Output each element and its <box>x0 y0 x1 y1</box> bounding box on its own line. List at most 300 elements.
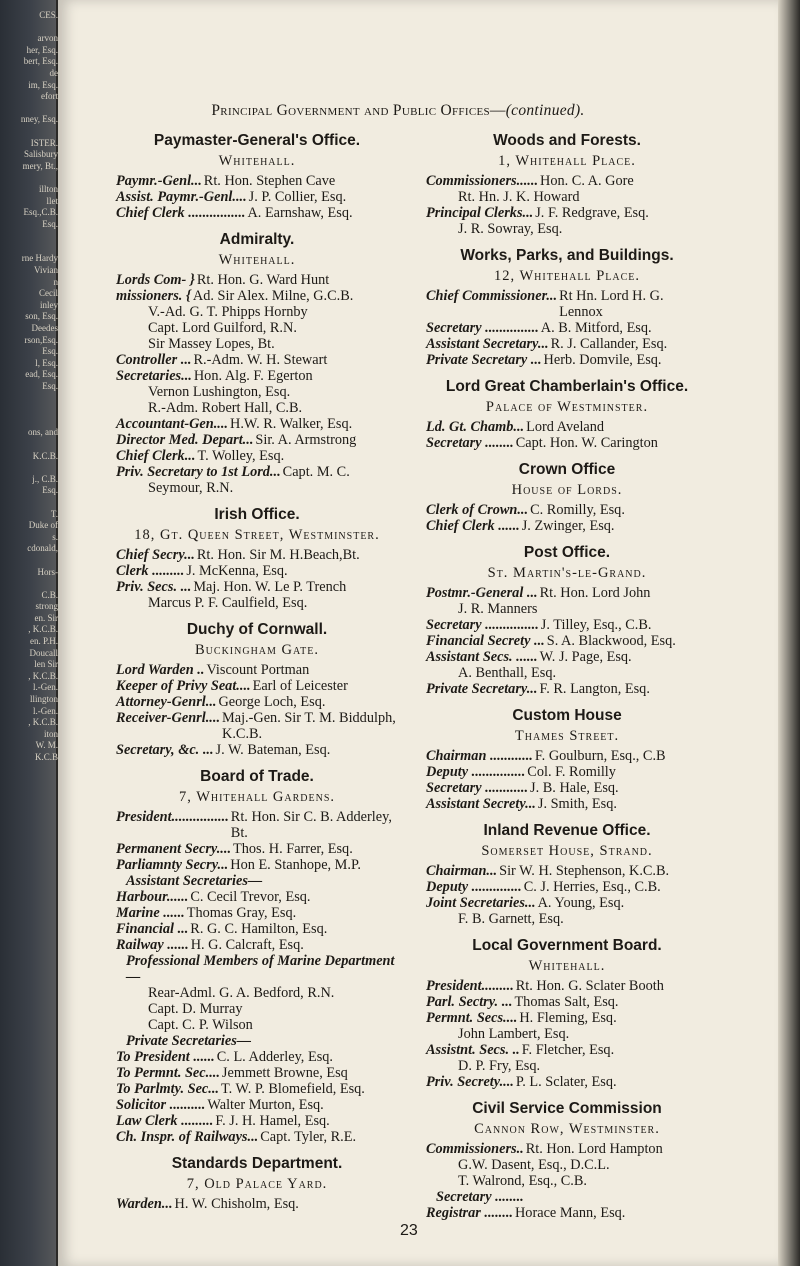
entry-holder: J. McKenna, Esq. <box>186 563 288 579</box>
entry-role: Commissioners.. <box>426 1141 524 1157</box>
section-address: 18, Gt. Queen Street, Westminster. <box>134 527 380 543</box>
entry-holder: Capt. Tyler, R.E. <box>260 1129 357 1145</box>
entry-holder: J. Zwinger, Esq. <box>521 518 615 534</box>
entry-row <box>426 879 708 895</box>
entry-holder: R. G. C. Hamilton, Esq. <box>190 921 328 937</box>
entry-row <box>426 419 708 435</box>
spine-fragment: Cecil <box>39 288 58 299</box>
spine-fragment: , K.C.B. <box>28 670 58 681</box>
spine-fragment: l, Esq. <box>35 357 58 368</box>
left-column <box>116 130 398 1222</box>
entry-holder: F. R. Langton, Esq. <box>539 681 650 697</box>
entry-holder: C. Romilly, Esq. <box>530 502 625 518</box>
entry-role: Accountant-Gen.... <box>116 416 229 432</box>
entry-role: Assistant Secretary... <box>426 336 549 352</box>
entry-holder: R. J. Callander, Esq. <box>550 336 668 352</box>
entry-role: Priv. Secs. ... <box>116 579 192 595</box>
entry-role: Parliamnty Secry... <box>116 857 229 873</box>
spine-fragment: K.C.B. <box>32 450 58 461</box>
section-address: Whitehall. <box>528 958 606 974</box>
entry-holder: Sir W. H. Stephenson, K.C.B. <box>499 863 670 879</box>
entry-role: President......... <box>426 978 514 994</box>
entry-row <box>116 563 398 579</box>
entry-row <box>426 617 708 633</box>
entry-row <box>426 748 708 764</box>
entry-role: Receiver-Genrl.... <box>116 710 221 726</box>
spine-fragment: Deedes <box>31 323 58 334</box>
spine-fragment: bert, Esq. <box>23 56 58 67</box>
page-number: 23 <box>400 1222 418 1239</box>
spine-fragment: l.-Gen. <box>33 682 58 693</box>
entry-row <box>426 518 708 534</box>
entry-holder: Maj.-Gen. Sir T. M. Biddulph, K.C.B. <box>222 710 396 742</box>
spine-fragment: C.B. <box>41 589 58 600</box>
section-address: 12, Whitehall Place. <box>493 268 641 284</box>
entry-note: Professional Members of Marine Department— <box>126 953 395 985</box>
entry-row <box>426 1141 708 1157</box>
section-title: Paymaster-General's Office. <box>153 132 361 149</box>
spine-fragment: Salisbury <box>23 149 58 160</box>
entry-continuation: Vernon Lushington, Esq. <box>148 384 291 400</box>
entry-continuation: V.-Ad. G. T. Phipps Hornby <box>148 304 308 320</box>
office-section <box>426 822 708 927</box>
entry-holder: Capt. Hon. W. Carington <box>515 435 658 451</box>
entry-holder: Capt. M. C. <box>282 464 350 480</box>
entry-holder: Thomas Gray, Esq. <box>186 905 297 921</box>
entry-row <box>116 841 398 857</box>
spine-fragment <box>0 497 58 509</box>
entry-holder: Hon. C. A. Gore <box>540 173 634 189</box>
entry-role: Commissioners...... <box>426 173 539 189</box>
spine-fragment: illton <box>38 183 58 194</box>
entry-row <box>116 889 398 905</box>
entry-holder: Col. F. Romilly <box>527 764 616 780</box>
entry-holder: Hon E. Stanhope, M.P. <box>230 857 361 873</box>
entry-holder: H.W. R. Walker, Esq. <box>230 416 353 432</box>
entry-row <box>116 352 398 368</box>
section-address: 7, Old Palace Yard. <box>186 1176 328 1192</box>
entry-role: Private Secretary... <box>426 681 538 697</box>
entry-holder: C. L. Adderley, Esq. <box>216 1049 333 1065</box>
entry-row <box>426 585 708 601</box>
right-column <box>426 130 708 1231</box>
entry-row <box>426 681 708 697</box>
entry-row <box>426 1205 708 1221</box>
entry-role: Joint Secretaries... <box>426 895 536 911</box>
spine-fragment: efort <box>41 91 58 102</box>
office-section <box>426 461 708 534</box>
entry-holder: T. W. P. Blomefield, Esq. <box>220 1081 365 1097</box>
section-title: Local Government Board. <box>472 937 662 954</box>
entry-row <box>116 368 398 384</box>
entry-role: Secretary, &c. ... <box>116 742 214 758</box>
section-title: Inland Revenue Office. <box>483 822 651 839</box>
spine-fragment: len Sir <box>34 659 58 670</box>
entry-row <box>426 352 708 368</box>
spine-fragment: Esq. <box>42 485 58 496</box>
entry-continuation: Capt. Lord Guilford, R.N. <box>148 320 297 336</box>
entry-continuation: R.-Adm. Robert Hall, C.B. <box>148 400 303 416</box>
spine-fragment: her, Esq. <box>26 44 58 55</box>
entry-holder: Sir. A. Armstrong <box>255 432 357 448</box>
office-section <box>116 231 398 496</box>
spine-fragment: j., C.B. <box>32 473 58 484</box>
entry-continuation: A. Benthall, Esq. <box>458 665 557 681</box>
spine-fragment: Duke of <box>28 520 58 531</box>
entry-continuation: Seymour, R.N. <box>148 480 234 496</box>
spine-fragment: llington <box>29 694 58 705</box>
office-section <box>116 768 398 1145</box>
entry-row <box>116 464 398 480</box>
entry-role: Permnt. Secs.... <box>426 1010 518 1026</box>
entry-holder: Viscount Portman <box>206 662 310 678</box>
entry-holder: A. Earnshaw, Esq. <box>247 205 353 221</box>
entry-role: Chief Clerk ...... <box>426 518 520 534</box>
entry-holder: C. J. Herries, Esq., C.B. <box>523 879 661 895</box>
entry-continuation: J. R. Manners <box>458 601 538 617</box>
entry-holder: Rt. Hon. G. Ward Hunt <box>196 272 330 288</box>
spine-fragment: son, Esq. <box>25 311 58 322</box>
entry-role: Secretary ............... <box>426 617 539 633</box>
entry-role: Chief Secry... <box>116 547 195 563</box>
spine-fragment: n <box>53 276 58 287</box>
spine-fragment <box>0 555 58 567</box>
entry-row <box>426 978 708 994</box>
entry-holder: J. B. Hale, Esq. <box>530 780 619 796</box>
spine-fragment: Esq. <box>42 381 58 391</box>
entry-row <box>426 1010 708 1026</box>
section-title: Woods and Forests. <box>493 132 641 149</box>
entry-holder: J. P. Collier, Esq. <box>248 189 347 205</box>
entry-holder: J. Tilley, Esq., C.B. <box>540 617 652 633</box>
entry-row <box>116 205 398 221</box>
office-section <box>426 544 708 697</box>
entry-holder: H. G. Calcraft, Esq. <box>190 937 304 953</box>
spine-fragment <box>0 126 58 138</box>
entry-holder: A. B. Mitford, Esq. <box>540 320 652 336</box>
entry-role: Assistant Secs. ...... <box>426 649 538 665</box>
entry-role: Solicitor .......... <box>116 1097 206 1113</box>
entry-role: Parl. Sectry. ... <box>426 994 513 1010</box>
entry-holder: Thomas Salt, Esq. <box>514 994 619 1010</box>
entry-row <box>116 1097 398 1113</box>
entry-role: Deputy ............... <box>426 764 526 780</box>
entry-row <box>116 857 398 873</box>
entry-role: Chairman... <box>426 863 498 879</box>
section-address: Whitehall. <box>218 153 296 169</box>
section-title: Civil Service Commission <box>472 1100 662 1117</box>
section-title: Works, Parks, and Buildings. <box>460 247 674 264</box>
entry-role: Clerk ......... <box>116 563 185 579</box>
entry-role: To Permnt. Sec.... <box>116 1065 220 1081</box>
entry-role: Ch. Inspr. of Railways... <box>116 1129 259 1145</box>
spine-fragment: CES. <box>39 10 58 20</box>
spine-fragment: Esq.,C.B. <box>23 207 58 218</box>
entry-row <box>116 742 398 758</box>
entry-role: Marine ...... <box>116 905 185 921</box>
entry-holder: H. Fleming, Esq. <box>519 1010 617 1026</box>
running-head-title: Principal Government and Public Offices— <box>211 102 506 119</box>
entry-holder: R.-Adm. W. H. Stewart <box>193 352 328 368</box>
section-title: Duchy of Cornwall. <box>186 621 328 638</box>
spine-fragment <box>0 172 58 184</box>
entry-row <box>116 905 398 921</box>
spine-fragment: rson,Esq. <box>24 334 58 345</box>
entry-holder: Rt. Hon. Stephen Cave <box>203 173 336 189</box>
entry-holder: Horace Mann, Esq. <box>514 1205 626 1221</box>
entry-row <box>116 678 398 694</box>
entry-role: Director Med. Depart... <box>116 432 254 448</box>
entry-holder: George Loch, Esq. <box>218 694 326 710</box>
entry-continuation: Rt. Hn. J. K. Howard <box>458 189 580 205</box>
entry-role: Assistant Secrety... <box>426 796 536 812</box>
section-address: 7, Whitehall Gardens. <box>178 789 336 805</box>
page-right-edge <box>778 0 800 1266</box>
spine-fragment: arvon <box>37 33 58 44</box>
entry-continuation: Capt. C. P. Wilson <box>148 1017 253 1033</box>
entry-row <box>426 895 708 911</box>
spine-fragment <box>0 404 58 416</box>
spine-fragment <box>0 393 58 405</box>
entry-holder: P. L. Sclater, Esq. <box>515 1074 617 1090</box>
entry-continuation: Sir Massey Lopes, Bt. <box>148 336 275 352</box>
spine-fragment: iton <box>43 728 58 739</box>
spine-fragment: en. P.H. <box>29 636 58 647</box>
section-title: Crown Office <box>518 461 616 478</box>
entry-continuation: T. Walrond, Esq., C.B. <box>458 1173 587 1189</box>
spine-fragment: en. Sir <box>34 612 58 623</box>
section-address: Whitehall. <box>218 252 296 268</box>
section-address: 1, Whitehall Place. <box>498 153 636 169</box>
entry-row <box>426 205 708 221</box>
entry-role: Assist. Paymr.-Genl.... <box>116 189 247 205</box>
entry-row <box>116 173 398 189</box>
entry-role: Secretaries... <box>116 368 192 384</box>
entry-continuation: F. B. Garnett, Esq. <box>458 911 564 927</box>
spine-fragment <box>0 22 58 34</box>
entry-continuation: Marcus P. F. Caulfield, Esq. <box>148 595 308 611</box>
entry-continuation: Capt. D. Murray <box>148 1001 243 1017</box>
entry-role: Controller ... <box>116 352 192 368</box>
entry-row <box>116 921 398 937</box>
entry-continuation: G.W. Dasent, Esq., D.C.L. <box>458 1157 610 1173</box>
entry-row <box>426 288 708 320</box>
running-head <box>78 102 718 120</box>
entry-continuation: D. P. Fry, Esq. <box>458 1058 541 1074</box>
spine-fragment: Hors- <box>37 566 58 577</box>
entry-holder: Rt. Hon. G. Sclater Booth <box>515 978 664 994</box>
entry-row <box>426 435 708 451</box>
entry-role: President................ <box>116 809 229 825</box>
entry-role: Priv. Secrety.... <box>426 1074 514 1090</box>
entry-row <box>116 1196 398 1212</box>
spine-fragment: Esq. <box>42 218 58 229</box>
entry-role: Financial Secrety ... <box>426 633 545 649</box>
entry-holder: T. Wolley, Esq. <box>197 448 285 464</box>
section-title: Custom House <box>512 707 622 724</box>
spine-fragment <box>0 242 58 254</box>
entry-row <box>116 694 398 710</box>
office-section <box>426 937 708 1090</box>
entry-role: Principal Clerks... <box>426 205 534 221</box>
spine-fragment: de <box>49 67 58 78</box>
section-address: Thames Street. <box>514 728 620 744</box>
section-title: Irish Office. <box>214 506 300 523</box>
spine-fragment: nney, Esq. <box>20 114 58 125</box>
entry-holder: Lord Aveland <box>526 419 605 435</box>
spine-fragment: K.C.B <box>34 752 58 762</box>
section-address: Palace of Westminster. <box>485 399 649 415</box>
book-spine-edge <box>0 0 56 1266</box>
entry-row <box>426 994 708 1010</box>
entry-role: Financial ... <box>116 921 189 937</box>
entry-row <box>116 448 398 464</box>
spine-fragment <box>0 578 58 590</box>
entry-row <box>116 189 398 205</box>
spine-fragment: l.-Gen. <box>33 705 58 716</box>
office-section <box>116 506 398 611</box>
entry-row <box>116 1081 398 1097</box>
entry-role: Ld. Gt. Chamb... <box>426 419 525 435</box>
spine-fragment: Vivian <box>34 265 58 276</box>
entry-role: Keeper of Privy Seat.... <box>116 678 251 694</box>
entry-holder: Rt Hn. Lord H. G. Lennox <box>559 288 664 320</box>
entry-holder: Walter Murton, Esq. <box>207 1097 324 1113</box>
section-title: Standards Department. <box>171 1155 343 1172</box>
entry-note: Secretary ........ <box>436 1189 524 1205</box>
entry-holder: Hon. Alg. F. Egerton <box>193 368 313 384</box>
entry-holder: Rt. Hon. Lord John <box>539 585 651 601</box>
section-title: Lord Great Chamberlain's Office. <box>445 378 689 395</box>
spine-fragment: ISTER. <box>30 137 58 148</box>
spine-fragment: im, Esq. <box>28 79 58 90</box>
adjacent-page-fragments <box>0 10 58 764</box>
entry-row <box>426 633 708 649</box>
entry-role: Priv. Secretary to 1st Lord... <box>116 464 281 480</box>
entry-row <box>116 1129 398 1145</box>
section-title: Board of Trade. <box>200 768 314 785</box>
entry-holder: J. Smith, Esq. <box>537 796 617 812</box>
section-title: Admiralty. <box>219 231 295 248</box>
entry-role: Secretary ........ <box>426 435 514 451</box>
entry-row <box>426 863 708 879</box>
entry-role: Permanent Secry.... <box>116 841 232 857</box>
entry-row <box>116 1065 398 1081</box>
entry-row <box>426 336 708 352</box>
entry-role: Private Secretary ... <box>426 352 542 368</box>
spine-fragment: mery, Bt., <box>22 160 58 171</box>
spine-fragment: inley <box>40 299 58 310</box>
entry-note: Assistant Secretaries— <box>126 873 263 889</box>
entry-role: Law Clerk ......... <box>116 1113 214 1129</box>
spine-fragment <box>0 416 58 428</box>
office-section <box>116 621 398 758</box>
entry-holder: A. Young, Esq. <box>537 895 625 911</box>
entry-holder: Rt. Hon. Lord Hampton <box>525 1141 663 1157</box>
spine-fragment: Doucall <box>29 647 58 658</box>
spine-fragment <box>0 230 58 242</box>
entry-row <box>426 502 708 518</box>
entry-role: Chief Clerk... <box>116 448 196 464</box>
spine-fragment: llet <box>46 195 58 206</box>
entry-holder: H. W. Chisholm, Esq. <box>174 1196 299 1212</box>
entry-row <box>426 320 708 336</box>
entry-role: Lords Com- } <box>116 272 195 288</box>
office-section <box>426 378 708 451</box>
entry-continuation: Rear-Adml. G. A. Bedford, R.N. <box>148 985 335 1001</box>
section-address: Cannon Row, Westminster. <box>474 1121 660 1137</box>
spine-fragment: ead, Esq. <box>25 369 58 380</box>
entry-role: To Parlmty. Sec... <box>116 1081 219 1097</box>
entry-holder: F. J. H. Hamel, Esq. <box>215 1113 330 1129</box>
entry-holder: Thos. H. Farrer, Esq. <box>233 841 353 857</box>
entry-row <box>116 416 398 432</box>
entry-row <box>116 547 398 563</box>
entry-role: Railway ...... <box>116 937 189 953</box>
spine-fragment <box>0 462 58 474</box>
entry-holder: F. Goulburn, Esq., C.B <box>534 748 666 764</box>
entry-row <box>426 649 708 665</box>
section-title: Post Office. <box>523 544 611 561</box>
spine-fragment: strong <box>35 601 58 612</box>
section-address: House of Lords. <box>511 482 623 498</box>
entry-role: Postmr.-General ... <box>426 585 538 601</box>
entry-role: Secretary ............... <box>426 320 539 336</box>
entry-role: Chairman ............ <box>426 748 533 764</box>
spine-fragment: T. <box>50 508 58 519</box>
entry-role: Lord Warden .. <box>116 662 205 678</box>
spine-fragment: cdonald, <box>27 543 58 554</box>
entry-row <box>116 710 398 742</box>
entry-row <box>116 937 398 953</box>
spine-fragment: , K.C.B. <box>28 624 58 635</box>
entry-role: Deputy .............. <box>426 879 522 895</box>
entry-row <box>116 579 398 595</box>
spine-fragment: rne Hardy <box>21 253 58 264</box>
entry-row <box>426 780 708 796</box>
office-section <box>116 132 398 221</box>
entry-holder: C. Cecil Trevor, Esq. <box>190 889 311 905</box>
entry-row <box>116 809 398 841</box>
entry-row <box>426 1042 708 1058</box>
entry-row <box>426 764 708 780</box>
entry-role: Registrar ........ <box>426 1205 513 1221</box>
spine-fragment: W. M. <box>35 740 58 751</box>
entry-role: Assistnt. Secs. .. <box>426 1042 520 1058</box>
section-address: Buckingham Gate. <box>195 642 319 658</box>
spine-fragment <box>0 103 58 115</box>
entry-holder: Herb. Domvile, Esq. <box>543 352 662 368</box>
spine-fragment: Esq. <box>42 346 58 357</box>
entry-holder: Maj. Hon. W. Le P. Trench <box>193 579 347 595</box>
entry-row <box>426 796 708 812</box>
section-address: St. Martin's-le-Grand. <box>487 565 647 581</box>
running-head-continued: (continued). <box>505 102 585 119</box>
entry-holder: J. W. Bateman, Esq. <box>215 742 331 758</box>
entry-role: Secretary ............ <box>426 780 529 796</box>
entry-role: Chief Clerk ................ <box>116 205 246 221</box>
entry-row <box>116 662 398 678</box>
entry-row <box>116 288 398 304</box>
entry-holder: W. J. Page, Esq. <box>539 649 632 665</box>
entry-row <box>426 1074 708 1090</box>
spine-fragment: ons, and <box>28 427 58 438</box>
entry-role: missioners. { <box>116 288 191 304</box>
entry-note: Private Secretaries— <box>126 1033 252 1049</box>
entry-continuation: John Lambert, Esq. <box>458 1026 570 1042</box>
entry-row <box>116 272 398 288</box>
spine-fragment: s. <box>52 531 58 542</box>
